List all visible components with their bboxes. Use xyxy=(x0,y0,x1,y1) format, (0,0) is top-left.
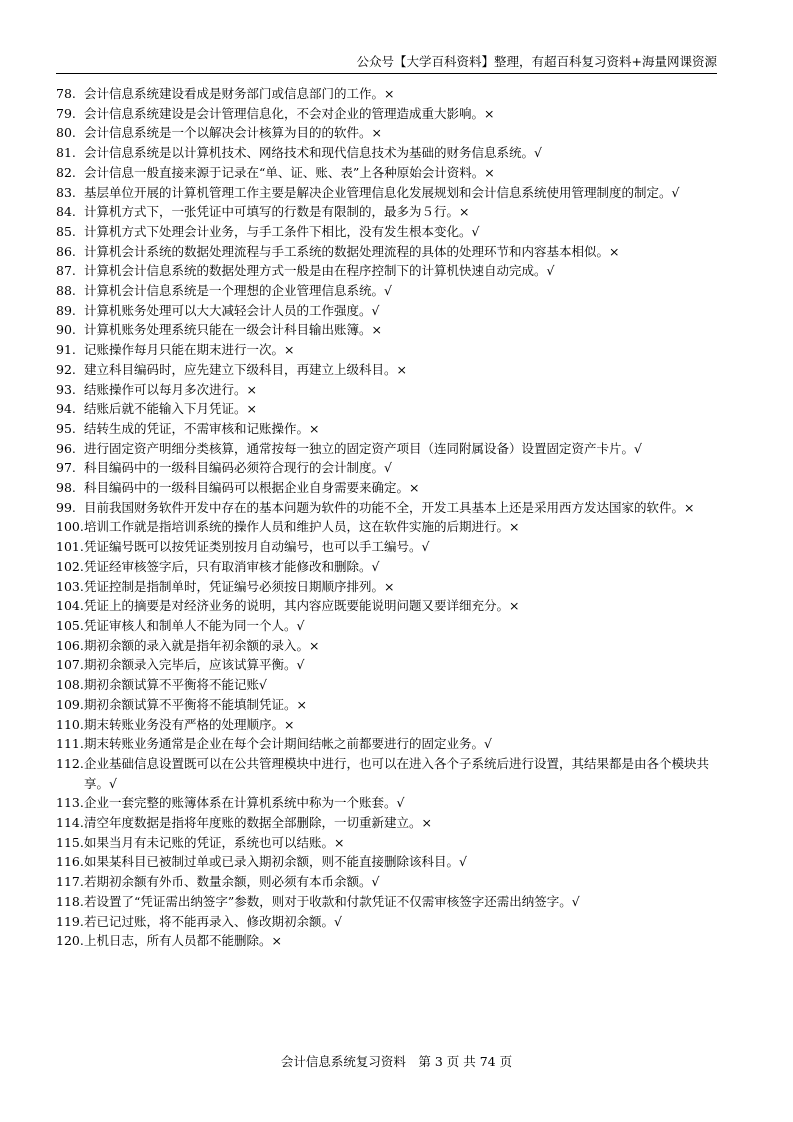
item-number: 88. xyxy=(56,283,76,299)
item-number: 99. xyxy=(56,499,76,515)
item-text: 上机日志，所有人员都不能删除。× xyxy=(84,933,282,949)
item-text: 期初余额录入完毕后，应该试算平衡。√ xyxy=(84,657,305,673)
item-text: 记账操作每月只能在期末进行一次。× xyxy=(84,342,295,358)
item-text: 会计信息系统是以计算机技术、网络技术和现代信息技术为基础的财务信息系统。√ xyxy=(84,145,542,161)
item-text: 计算机账务处理系统只能在一级会计科目输出账簿。× xyxy=(84,322,382,338)
item-text: 计算机会计系统的数据处理流程与手工系统的数据处理流程的具体的处理环节和内容基本相似。× xyxy=(84,243,620,259)
list-item xyxy=(56,123,724,143)
item-number: 101. xyxy=(56,539,84,555)
item-number: 103. xyxy=(56,578,84,594)
item-text: 科目编码中的一级科目编码必须符合现行的会计制度。√ xyxy=(84,460,392,476)
item-text: 计算机方式下处理会计业务，与手工条件下相比，没有发生根本变化。√ xyxy=(84,223,480,239)
item-number: 106. xyxy=(56,637,84,653)
item-text: 期初余额的录入就是指年初余额的录入。× xyxy=(84,637,320,653)
item-number: 107. xyxy=(56,657,84,673)
item-text: 企业一套完整的账簿体系在计算机系统中称为一个账套。√ xyxy=(84,795,405,811)
list-item xyxy=(56,163,724,183)
item-text: 清空年度数据是指将年度账的数据全部删除，一切重新建立。× xyxy=(84,815,432,831)
item-number: 116. xyxy=(56,854,84,870)
list-item xyxy=(56,912,724,932)
list-item xyxy=(56,872,724,892)
item-text: 若已记过账，将不能再录入、修改期初余额。√ xyxy=(84,913,342,929)
list-item xyxy=(56,833,724,853)
item-text: 期末转账业务没有严格的处理顺序。× xyxy=(84,716,295,732)
list-item xyxy=(56,715,724,735)
item-text: 结转生成的凭证，不需审核和记账操作。× xyxy=(84,420,320,436)
item-number: 104. xyxy=(56,598,84,614)
list-item xyxy=(56,399,724,419)
item-number: 109. xyxy=(56,696,84,712)
item-number: 96. xyxy=(56,440,76,456)
item-text: 目前我国财务软件开发中存在的基本问题为软件的功能不全，开发工具基本上还是采用西方发达国家的软件。× xyxy=(84,499,695,515)
item-number: 114. xyxy=(56,815,84,831)
list-item xyxy=(56,360,724,380)
list-item xyxy=(56,202,724,222)
item-number: 100. xyxy=(56,519,84,535)
item-number: 113. xyxy=(56,795,84,811)
item-text: 会计信息系统建设看成是财务部门或信息部门的工作。× xyxy=(84,86,395,101)
item-number: 86. xyxy=(56,243,76,259)
item-text: 结账后就不能输入下月凭证。× xyxy=(84,401,257,417)
list-item xyxy=(56,596,724,616)
page-header: 公众号【大学百科资料】整理，有超百科复习资料+海量网课资源 xyxy=(356,54,717,69)
item-number: 93. xyxy=(56,381,76,397)
item-number: 92. xyxy=(56,361,76,377)
item-number: 119. xyxy=(56,913,84,929)
list-item xyxy=(56,616,724,636)
item-number: 111. xyxy=(56,736,84,752)
item-number: 120. xyxy=(56,933,84,949)
header-divider xyxy=(56,73,717,74)
item-number: 85. xyxy=(56,223,76,239)
item-text: 凭证控制是指制单时，凭证编号必须按日期顺序排列。× xyxy=(84,578,395,594)
item-number: 112. xyxy=(56,755,84,771)
item-text: 会计信息系统建设是会计管理信息化，不会对企业的管理造成重大影响。× xyxy=(84,105,495,121)
item-text: 计算机方式下，一张凭证中可填写的行数是有限制的，最多为５行。× xyxy=(84,204,470,220)
item-text: 结账操作可以每月多次进行。× xyxy=(84,381,257,397)
item-text: 科目编码中的一级科目编码可以根据企业自身需要来确定。× xyxy=(84,480,420,496)
item-text: 期初余额试算不平衡将不能填制凭证。× xyxy=(84,696,307,712)
list-item xyxy=(56,517,724,537)
list-item xyxy=(56,301,724,321)
item-number: 117. xyxy=(56,874,84,890)
item-number: 115. xyxy=(56,834,84,850)
item-number: 84. xyxy=(56,204,76,220)
item-number: 108. xyxy=(56,677,84,693)
list-item xyxy=(56,84,724,104)
list-item xyxy=(56,892,724,912)
item-number: 80. xyxy=(56,125,76,141)
item-text: 期末转账业务通常是企业在每个会计期间结帐之前都要进行的固定业务。√ xyxy=(84,736,492,752)
list-item xyxy=(56,813,724,833)
list-item xyxy=(56,458,724,478)
list-item xyxy=(56,754,724,793)
list-item xyxy=(56,793,724,813)
item-number: 105. xyxy=(56,617,84,633)
list-item xyxy=(56,261,724,281)
list-item xyxy=(56,143,724,163)
item-text: 凭证经审核签字后，只有取消审核才能修改和删除。√ xyxy=(84,558,380,574)
page-footer: 会计信息系统复习资料 第 3 页 共 74 页 xyxy=(280,1054,513,1069)
item-text: 期初余额试算不平衡将不能记账√ xyxy=(84,677,267,693)
list-item xyxy=(56,380,724,400)
list-item xyxy=(56,183,724,203)
list-item xyxy=(56,281,724,301)
item-number: 102. xyxy=(56,558,84,574)
item-text: 培训工作就是指培训系统的操作人员和维护人员，这在软件实施的后期进行。× xyxy=(84,519,520,535)
item-number: 89. xyxy=(56,302,76,318)
list-item xyxy=(56,655,724,675)
list-item xyxy=(56,320,724,340)
item-number: 95. xyxy=(56,420,76,436)
item-text: 如果当月有未记账的凭证，系统也可以结账。× xyxy=(84,834,345,850)
list-item xyxy=(56,439,724,459)
item-text: 基层单位开展的计算机管理工作主要是解决企业管理信息化发展规划和会计信息系统使用管理制度的制定。√ xyxy=(84,184,680,200)
item-number: 79. xyxy=(56,105,76,121)
item-number: 82. xyxy=(56,164,76,180)
item-text: 计算机会计信息系统的数据处理方式一般是由在程序控制下的计算机快速自动完成。√ xyxy=(84,263,555,279)
list-item xyxy=(56,931,724,951)
list-item xyxy=(56,695,724,715)
item-text: 建立科目编码时，应先建立下级科目，再建立上级科目。× xyxy=(84,361,407,377)
list-item xyxy=(56,577,724,597)
item-text: 若设置了“凭证需出纳签字”参数，则对于收款和付款凭证不仅需审核签字还需出纳签字。√ xyxy=(84,893,580,909)
item-number: 78. xyxy=(56,86,76,101)
list-item xyxy=(56,478,724,498)
list-item xyxy=(56,222,724,242)
list-item xyxy=(56,636,724,656)
item-text: 会计信息一般直接来源于记录在“单、证、账、表”上各种原始会计资料。× xyxy=(84,164,495,180)
list-item xyxy=(56,498,724,518)
question-list xyxy=(56,84,724,951)
item-number: 83. xyxy=(56,184,76,200)
item-number: 118. xyxy=(56,893,84,909)
list-item xyxy=(56,557,724,577)
item-number: 81. xyxy=(56,145,76,161)
list-item xyxy=(56,419,724,439)
item-number: 94. xyxy=(56,401,76,417)
item-text: 企业基础信息设置既可以在公共管理模块中进行，也可以在进入各个子系统后进行设置，其结果都是由各个模块共享。√ xyxy=(84,755,710,791)
item-text: 如果某科目已被制过单或已录入期初余额，则不能直接删除该科目。√ xyxy=(84,854,467,870)
list-item xyxy=(56,852,724,872)
item-text: 凭证编号既可以按凭证类别按月自动编号，也可以手工编号。√ xyxy=(84,539,430,555)
item-text: 凭证上的摘要是对经济业务的说明，其内容应既要能说明问题又要详细充分。× xyxy=(84,598,520,614)
item-number: 110. xyxy=(56,716,84,732)
item-text: 进行固定资产明细分类核算，通常按每一独立的固定资产项目（连同附属设备）设置固定资产卡片。√ xyxy=(84,440,642,456)
item-text: 凭证审核人和制单人不能为同一个人。√ xyxy=(84,617,305,633)
item-text: 若期初余额有外币、数量余额，则必须有本币余额。√ xyxy=(84,874,380,890)
item-number: 91. xyxy=(56,342,76,358)
item-text: 计算机账务处理可以大大减轻会计人员的工作强度。√ xyxy=(84,302,380,318)
list-item xyxy=(56,537,724,557)
item-number: 90. xyxy=(56,322,76,338)
item-text: 会计信息系统是一个以解决会计核算为目的的软件。× xyxy=(84,125,382,141)
list-item xyxy=(56,734,724,754)
list-item xyxy=(56,340,724,360)
item-number: 98. xyxy=(56,480,76,496)
list-item xyxy=(56,242,724,262)
item-number: 87. xyxy=(56,263,76,279)
list-item xyxy=(56,104,724,124)
item-text: 计算机会计信息系统是一个理想的企业管理信息系统。√ xyxy=(84,283,392,299)
item-number: 97. xyxy=(56,460,76,476)
list-item xyxy=(56,675,724,695)
